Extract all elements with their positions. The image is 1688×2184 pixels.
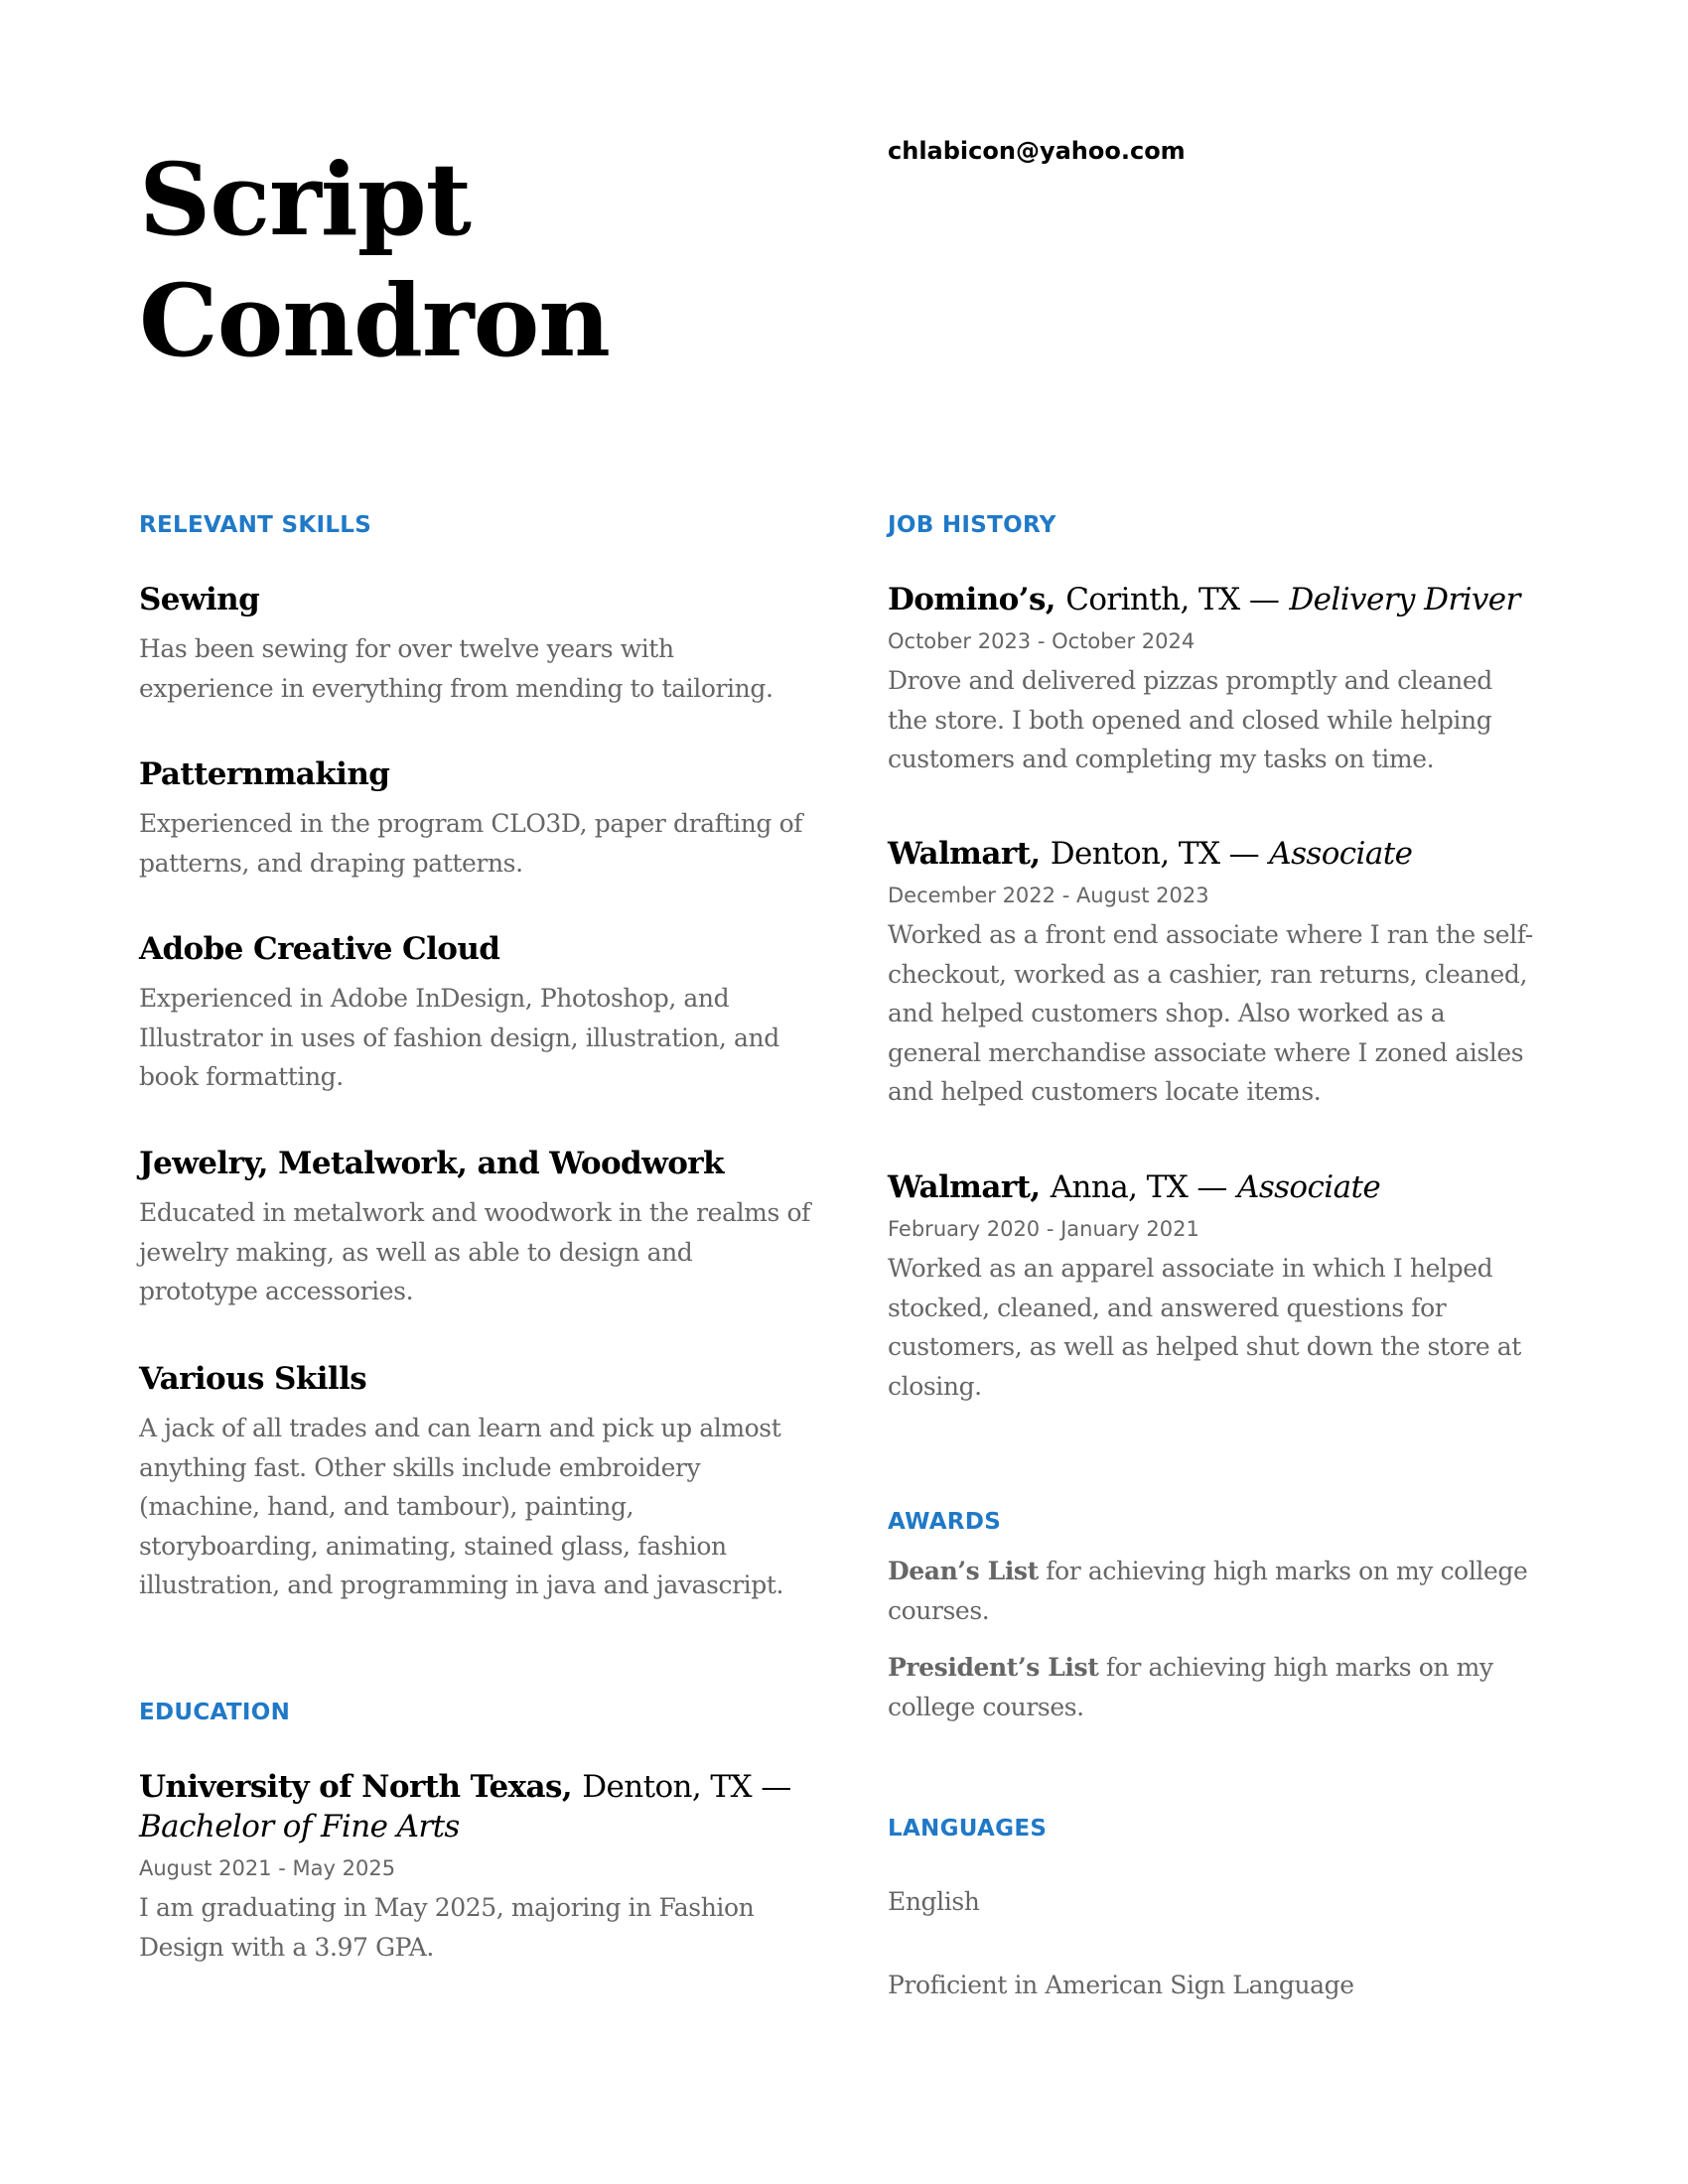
last-name: Condron bbox=[139, 262, 611, 379]
award-text: for achieving high marks on my college courses. bbox=[888, 1557, 1528, 1625]
education-description: I am graduating in May 2025, majoring in Fashion Design with a 3.97 GPA. bbox=[139, 1893, 755, 1962]
skill-title: Jewelry, Metalwork, and Woodwork bbox=[139, 1146, 724, 1181]
education-item bbox=[139, 1767, 814, 1967]
job-description: Drove and delivered pizzas promptly and cleaned the store. I both opened and closed while helping customers and completing my tasks on time. bbox=[888, 666, 1492, 773]
award-name: Dean’s List bbox=[888, 1557, 1039, 1585]
skill-item bbox=[139, 1144, 814, 1311]
job-location: Corinth, TX — bbox=[1065, 582, 1280, 617]
award-item bbox=[888, 1552, 1533, 1630]
languages-heading: LANGUAGES bbox=[888, 1816, 1048, 1842]
skill-title: Various Skills bbox=[139, 1361, 367, 1397]
job-description: Worked as an apparel associate in which I helped stocked, cleaned, and answered questions for customers, as well as helped shut down the store at closing. bbox=[888, 1254, 1521, 1401]
first-name: Script bbox=[139, 141, 471, 258]
skill-description: Experienced in Adobe InDesign, Photoshop, and Illustrator in uses of fashion design, illustration, and book formatting. bbox=[139, 984, 779, 1091]
email-address[interactable]: chlabicon@yahoo.com bbox=[888, 137, 1186, 165]
job-item bbox=[888, 1167, 1533, 1406]
language-item: Proficient in American Sign Language bbox=[888, 1971, 1354, 1999]
job-title-line bbox=[888, 834, 1533, 874]
education-dates: August 2021 - May 2025 bbox=[139, 1856, 396, 1880]
job-location: Anna, TX — bbox=[1050, 1169, 1227, 1205]
skill-description: Experienced in the program CLO3D, paper drafting of patterns, and draping patterns. bbox=[139, 809, 803, 878]
school-name: University of North Texas, bbox=[139, 1769, 573, 1805]
job-title-line bbox=[888, 1167, 1533, 1207]
job-dates: October 2023 - October 2024 bbox=[888, 629, 1196, 653]
skills-heading: RELEVANT SKILLS bbox=[139, 512, 372, 538]
skill-title: Adobe Creative Cloud bbox=[139, 931, 500, 967]
skill-item bbox=[139, 580, 814, 708]
job-item bbox=[888, 834, 1533, 1112]
award-item bbox=[888, 1648, 1533, 1726]
education-heading: EDUCATION bbox=[139, 1700, 291, 1725]
skill-description: Has been sewing for over twelve years with experience in everything from mending to tailoring. bbox=[139, 634, 774, 703]
skill-title: Sewing bbox=[139, 582, 260, 617]
skill-title: Patternmaking bbox=[139, 756, 390, 792]
skill-item bbox=[139, 929, 814, 1097]
award-name: President’s List bbox=[888, 1653, 1099, 1682]
job-history-heading: JOB HISTORY bbox=[888, 512, 1056, 538]
job-role: Delivery Driver bbox=[1289, 582, 1520, 617]
job-dates: December 2022 - August 2023 bbox=[888, 884, 1209, 907]
job-location: Denton, TX — bbox=[1050, 836, 1260, 872]
skill-item bbox=[139, 754, 814, 883]
skill-item bbox=[139, 1359, 814, 1605]
job-role: Associate bbox=[1269, 836, 1413, 872]
school-location: Denton, TX — bbox=[582, 1769, 791, 1805]
job-title-line bbox=[888, 580, 1533, 619]
job-item bbox=[888, 580, 1533, 779]
skill-description: A jack of all trades and can learn and pick up almost anything fast. Other skills include embroidery (machine, hand, and tambour), painting, storyboarding, animating, stained glass, fashion illustration, and programming in java and javascript. bbox=[139, 1414, 784, 1599]
employer-name: Walmart, bbox=[888, 836, 1041, 872]
degree-line bbox=[139, 1807, 814, 1846]
degree-name: Bachelor of Fine Arts bbox=[139, 1809, 460, 1844]
employer-name: Walmart, bbox=[888, 1169, 1041, 1205]
awards-heading: AWARDS bbox=[888, 1509, 1002, 1535]
award-text: for achieving high marks on my college courses. bbox=[888, 1653, 1493, 1721]
job-description: Worked as a front end associate where I ran the self-checkout, worked as a cashier, ran returns, cleaned, and helped customers shop. Also worked as a general merchandise associate where I zoned aisles and helped customers locate items. bbox=[888, 920, 1533, 1106]
employer-name: Domino’s, bbox=[888, 582, 1055, 617]
education-title bbox=[139, 1767, 814, 1807]
candidate-name bbox=[139, 139, 610, 381]
job-role: Associate bbox=[1237, 1169, 1381, 1205]
skill-description: Educated in metalwork and woodwork in the realms of jewelry making, as well as able to design and prototype accessories. bbox=[139, 1198, 810, 1305]
language-item: English bbox=[888, 1887, 980, 1916]
job-dates: February 2020 - January 2021 bbox=[888, 1217, 1199, 1241]
